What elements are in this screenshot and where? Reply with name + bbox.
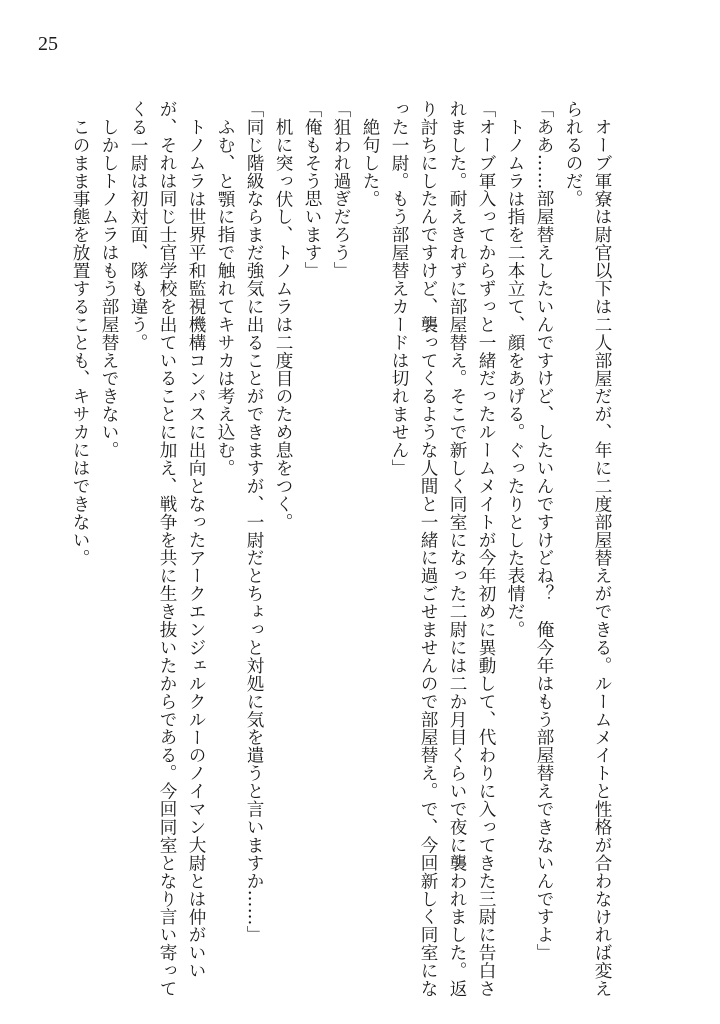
paragraph: ふむ、と顎に指で触れてキサカは考え込む。 xyxy=(215,117,235,477)
paragraph: オーブ軍寮は尉官以下は二人部屋だが、年に二度部屋替えができる。ルームメイトと性格が合わなければ変えられるのだ。 xyxy=(563,100,612,998)
paragraph: このまま事態を放置することも、キサカにはできない。 xyxy=(70,117,90,567)
body-text xyxy=(65,100,616,1000)
paragraph: 「ああ……部屋替えしたいんですけど、したいんですけどね？ 俺今年はもう部屋替えできないんですよ」 xyxy=(534,100,554,962)
paragraph: トノムラは指を二本立て、顔をあげる。ぐったりとした表情だ。 xyxy=(505,117,525,639)
page-number: 25 xyxy=(38,33,58,55)
paragraph: 「狙われ過ぎだろう」 xyxy=(331,100,351,280)
paragraph: 「オーブ軍入ってからずっと一緒だったルームメイトが今年初めに異動して、代わりに入ってきた三尉に告白されました。耐えきれずに部屋替え。そこで新しく同室になった二尉には二か月目くらいで夜に襲われました。返り討ちにしたんですけど、襲ってくるような人間と一緒に過ごせませんので部屋替え。で、今回新しく同室になった一尉。もう部屋替えカードは切れません」 xyxy=(389,100,496,998)
paragraph: 「同じ階級ならまだ強気に出ることができますが、一尉だとちょっと対処に気を遣うと言いますか……」 xyxy=(244,100,264,944)
paragraph: トノムラは世界平和監視機構コンパスに出向となったアークエンジェルクルーのノイマン大尉とは仲がいいが、それは同じ士官学校を出ていることに加え、戦争を共に生き抜いたからである。今回同室となり言い寄ってくる一尉は初対面、隊も違う。 xyxy=(128,100,206,998)
paragraph: 「俺もそう思います」 xyxy=(302,100,322,280)
paragraph: 絶句した。 xyxy=(360,117,380,208)
paragraph: 机に突っ伏し、トノムラは二度目のため息をつく。 xyxy=(273,117,293,531)
paragraph: しかしトノムラはもう部屋替えできない。 xyxy=(99,117,119,459)
